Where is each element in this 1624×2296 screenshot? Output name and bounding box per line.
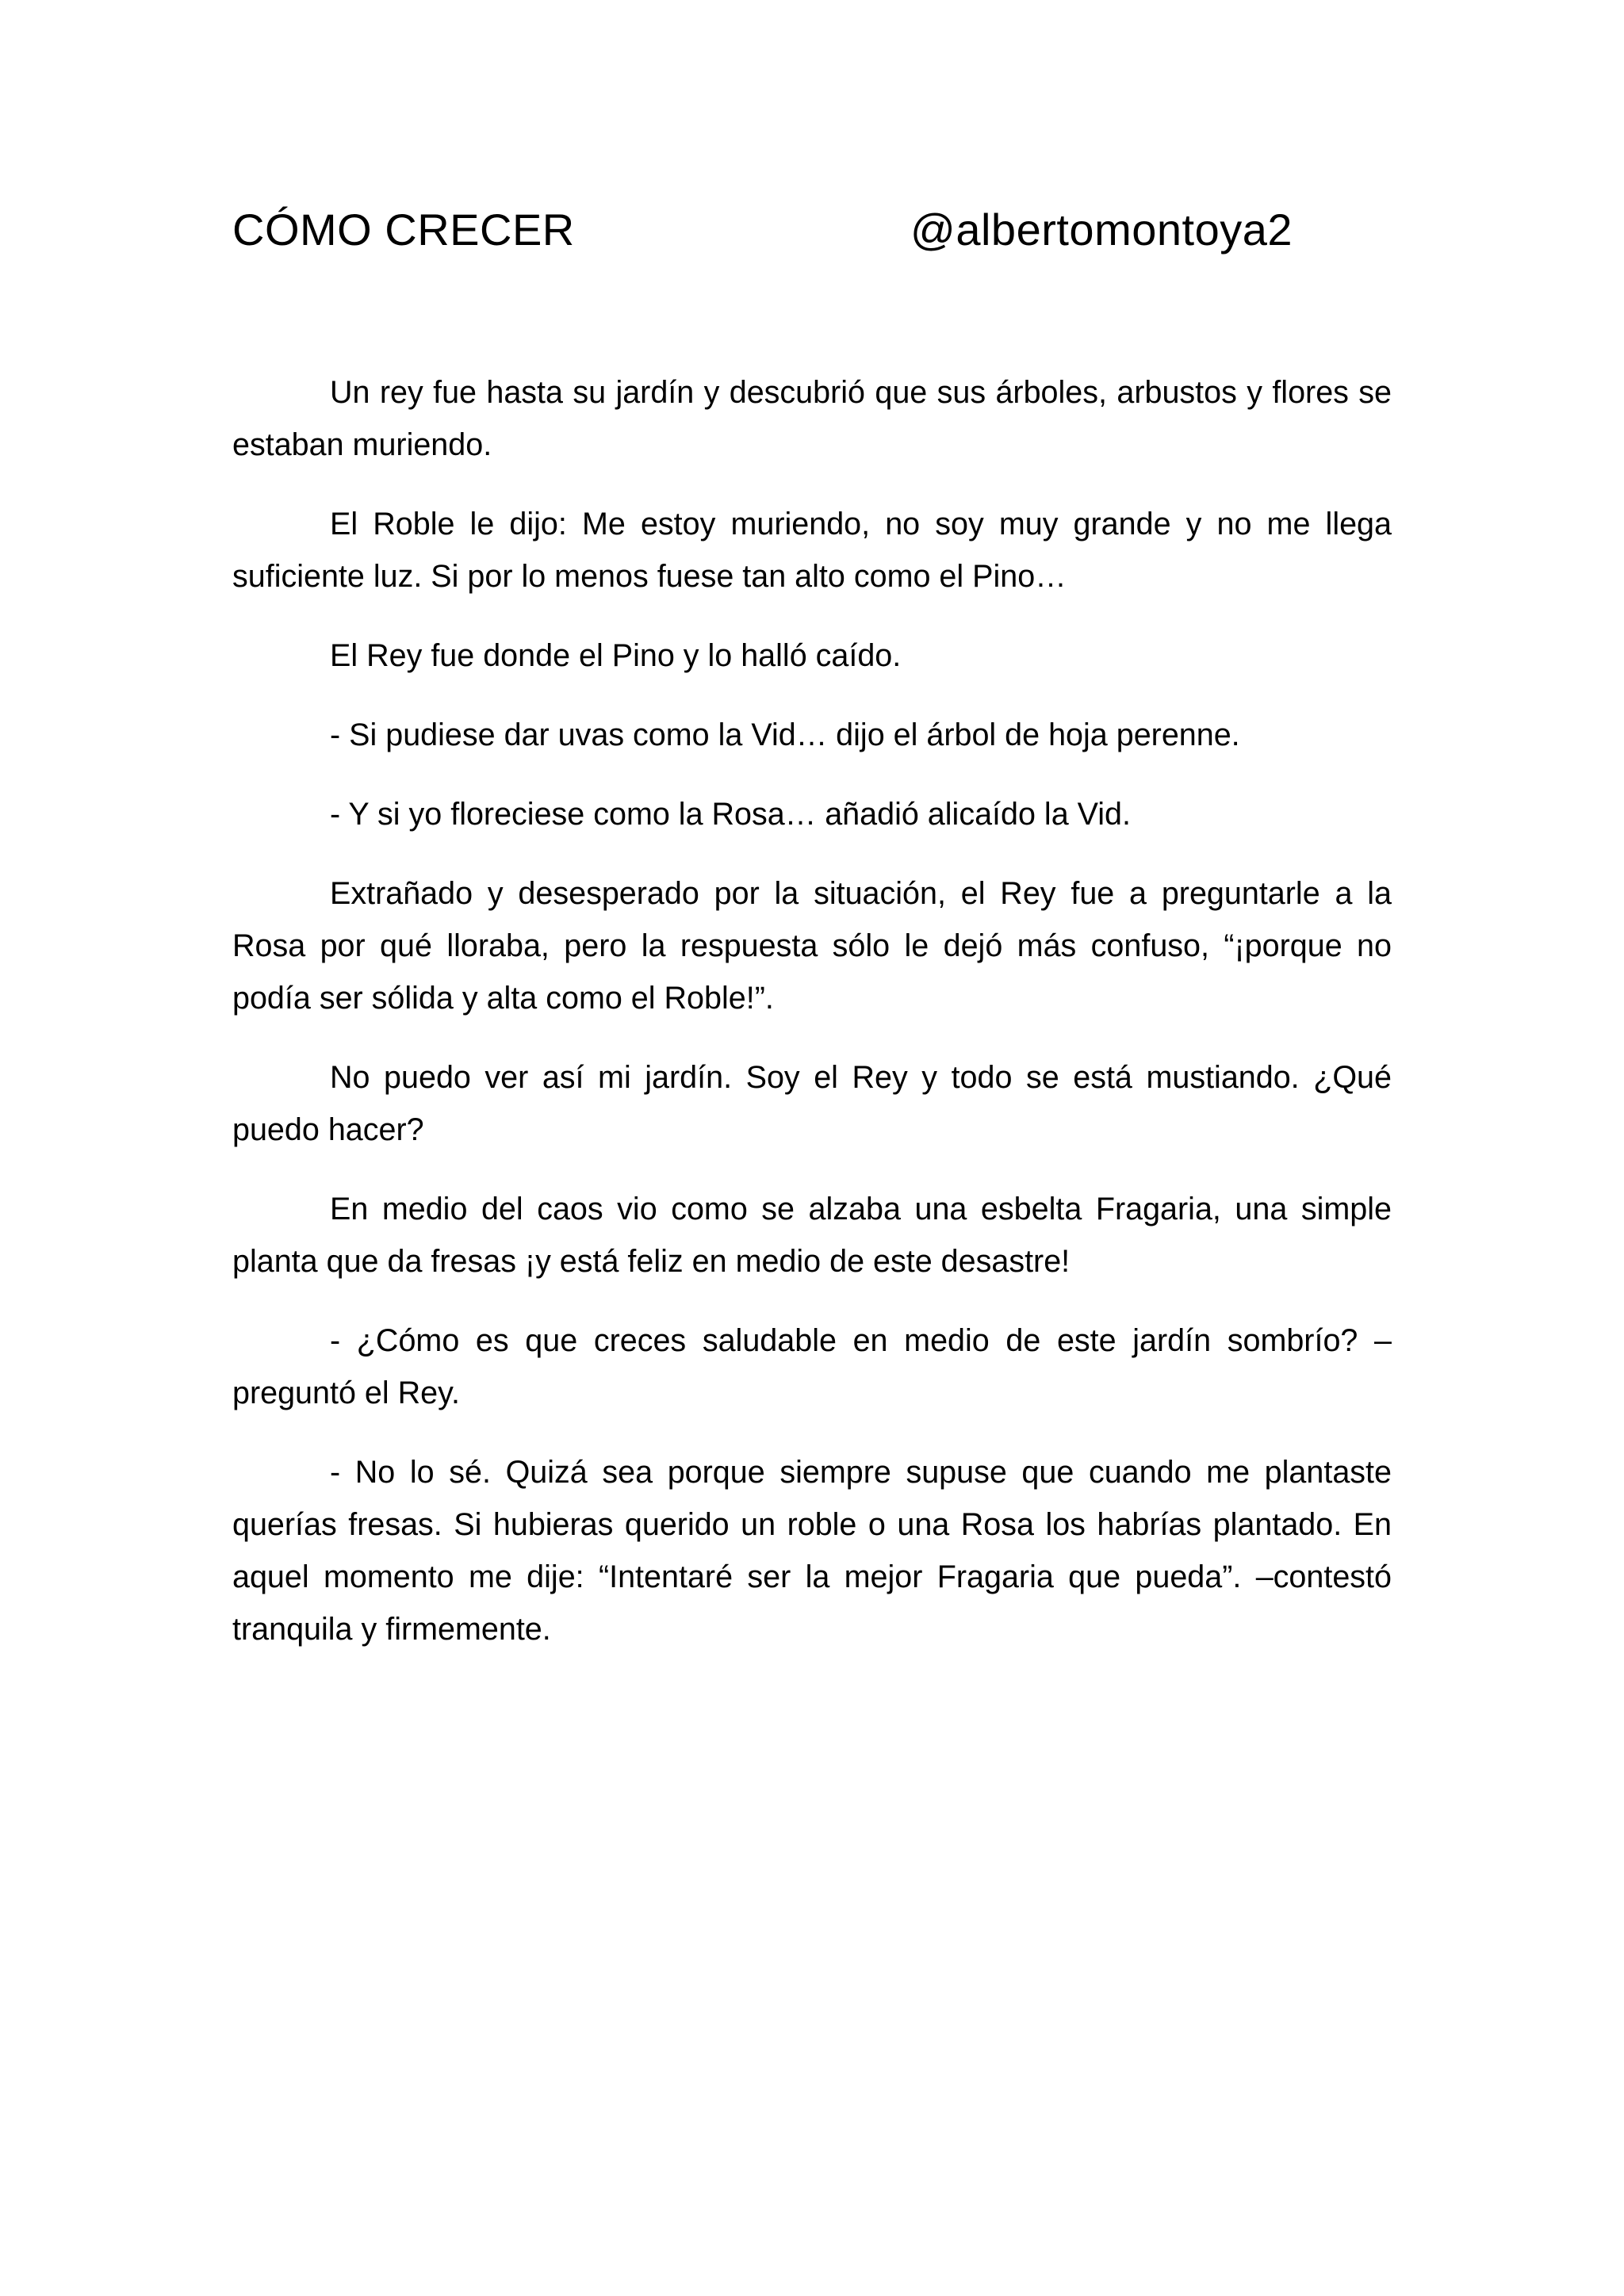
paragraph: - ¿Cómo es que creces saludable en medio de este jardín sombrío? – preguntó el Rey. [232, 1323, 1392, 1410]
paragraph: - Si pudiese dar uvas como la Vid… dijo el árbol de hoja perenne. [330, 718, 1240, 752]
paragraph: En medio del caos vio como se alzaba una esbelta Fragaria, una simple planta que da fresas ¡y está feliz en medio de este desastre! [232, 1192, 1392, 1279]
paragraph: El Rey fue donde el Pino y lo halló caído. [330, 638, 902, 673]
story-body [232, 366, 1392, 1682]
paragraph: - No lo sé. Quizá sea porque siempre supuse que cuando me plantaste querías fresas. Si hubieras querido un roble o una Rosa los habrías plantado. En aquel momento me dije: “Intentaré ser la mejor Fragaria que pueda”. –contestó tranquila y firmemente. [232, 1455, 1392, 1647]
paragraph: Extrañado y desesperado por la situación, el Rey fue a preguntarle a la Rosa por qué lloraba, pero la respuesta sólo le dejó más confuso, “¡porque no podía ser sólida y alta como el Roble!”. [232, 876, 1392, 1016]
paragraph: No puedo ver así mi jardín. Soy el Rey y todo se está mustiando. ¿Qué puedo hacer? [232, 1060, 1392, 1147]
page-title: CÓMO CRECER [232, 205, 575, 254]
paragraph: - Y si yo floreciese como la Rosa… añadió alicaído la Vid. [330, 797, 1131, 832]
page-header [232, 198, 1350, 262]
paragraph: Un rey fue hasta su jardín y descubrió que sus árboles, arbustos y flores se estaban muriendo. [232, 375, 1392, 462]
author-handle: @albertomontoya2 [910, 205, 1293, 254]
paragraph: El Roble le dijo: Me estoy muriendo, no soy muy grande y no me llega suficiente luz. Si por lo menos fuese tan alto como el Pino… [232, 507, 1392, 594]
